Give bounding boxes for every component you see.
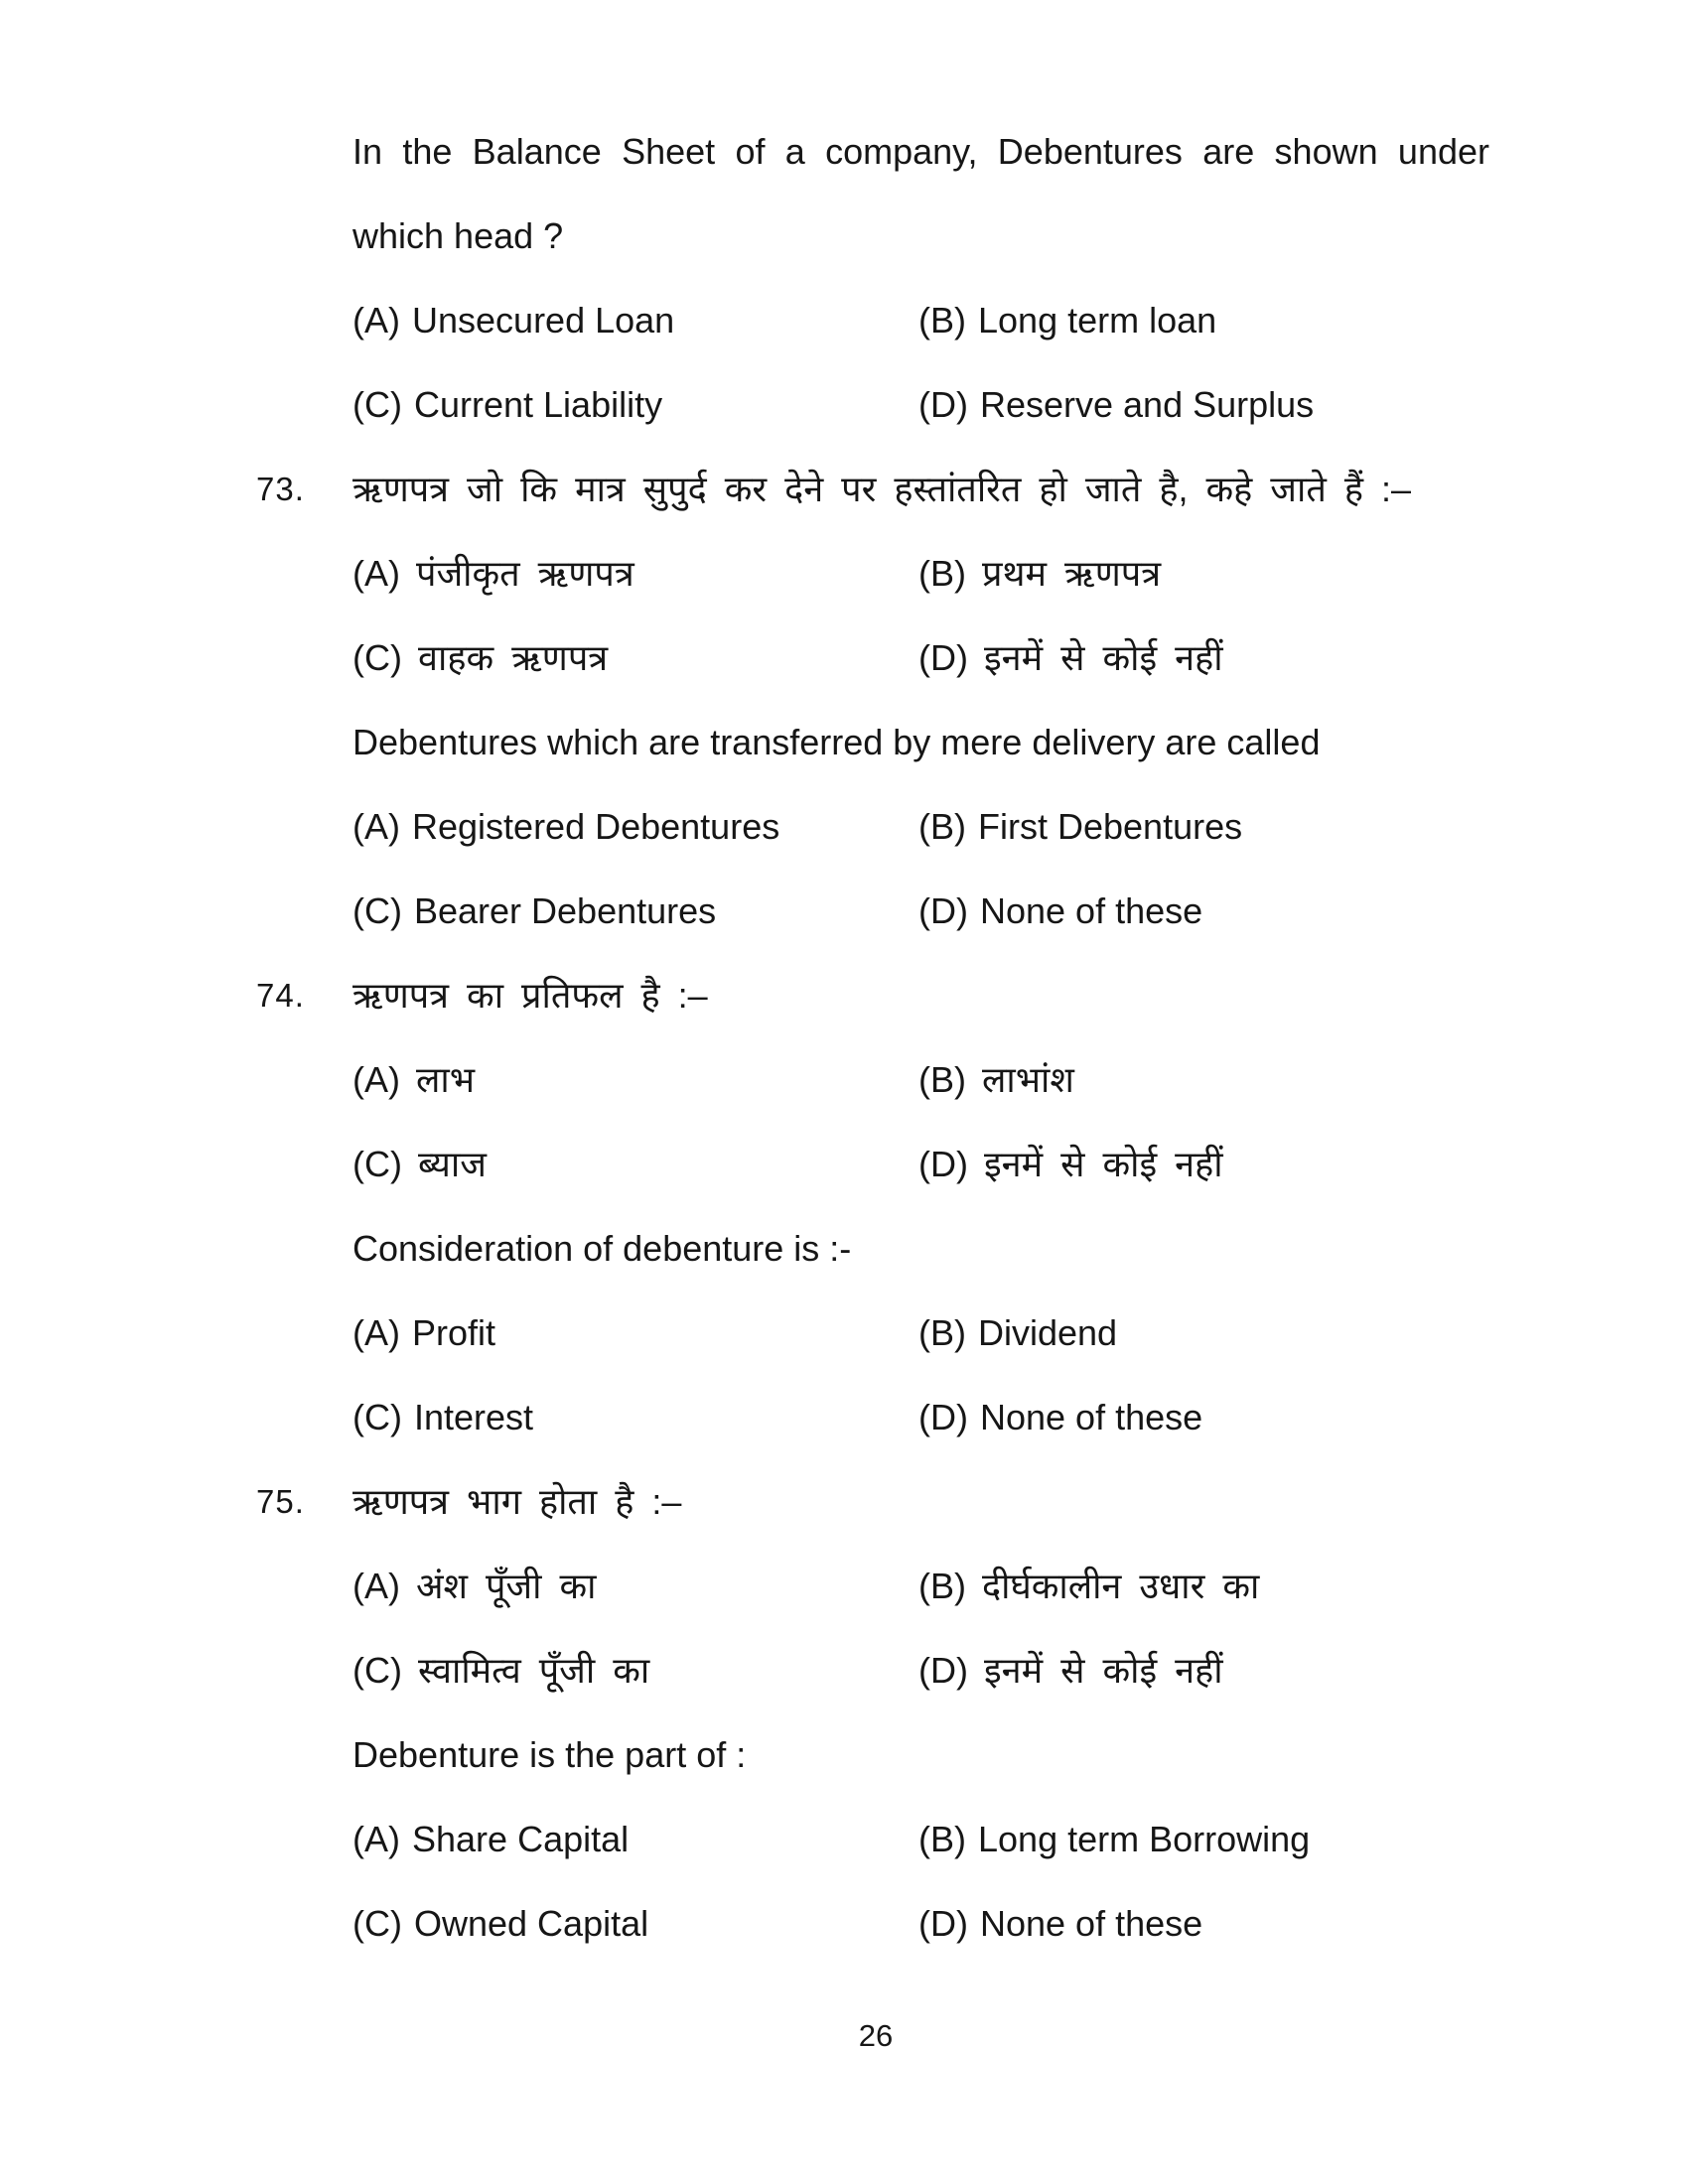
- option-label: (A): [352, 1566, 400, 1606]
- page-content: [256, 109, 1489, 1966]
- page-number: 26: [858, 2018, 894, 2053]
- option-b: [918, 1797, 1489, 1881]
- question-text: ऋणपत्र का प्रतिफल है :–: [352, 975, 708, 1016]
- option-text: First Debentures: [978, 806, 1243, 847]
- option-text: लाभ: [416, 1059, 476, 1100]
- question-text: Consideration of debenture is :-: [352, 1228, 852, 1269]
- options-row: [352, 1797, 1489, 1881]
- option-text: None of these: [979, 1397, 1203, 1437]
- option-a: [352, 1037, 918, 1122]
- option-d: [918, 1375, 1489, 1459]
- option-b: [918, 1037, 1489, 1122]
- options-row: [352, 784, 1489, 869]
- option-c: [352, 1375, 918, 1459]
- option-b: [918, 1544, 1489, 1628]
- question-text: Debentures which are transferred by mere delivery are called: [352, 722, 1321, 762]
- option-label: (C): [352, 1903, 402, 1944]
- option-a: [352, 1797, 918, 1881]
- question-block-75-english: [352, 1712, 1489, 1966]
- option-label: (B): [918, 1059, 966, 1100]
- option-text: प्रथम ऋणपत्र: [982, 553, 1162, 594]
- option-b: [918, 278, 1489, 362]
- question-block-73-hindi: [256, 447, 1489, 700]
- option-label: (C): [352, 1397, 402, 1437]
- option-label: (B): [918, 806, 966, 847]
- options-row: [352, 362, 1489, 447]
- question-block-72-english: [352, 109, 1489, 447]
- option-a: [352, 784, 918, 869]
- option-text: Owned Capital: [413, 1903, 649, 1944]
- option-text: Profit: [412, 1312, 496, 1353]
- option-label: (B): [918, 1566, 966, 1606]
- options-row: [352, 1628, 1489, 1712]
- options-row: [352, 278, 1489, 362]
- option-label: (A): [352, 1059, 400, 1100]
- option-a: [352, 278, 918, 362]
- question-block-73-english: [352, 700, 1489, 953]
- options-row: [352, 1291, 1489, 1375]
- option-c: [352, 1881, 918, 1966]
- option-d: [918, 615, 1489, 700]
- option-text: लाभांश: [982, 1059, 1074, 1100]
- options-row: [352, 1122, 1489, 1206]
- question-line: [352, 109, 1489, 194]
- options-row: [352, 1037, 1489, 1122]
- question-block-74-english: [352, 1206, 1489, 1459]
- option-text: इनमें से कोई नहीं: [983, 1144, 1223, 1184]
- option-c: [352, 1122, 918, 1206]
- option-label: (D): [918, 890, 968, 931]
- question-text: In the Balance Sheet of a company, Debentures are shown under: [352, 131, 1489, 172]
- option-text: Reserve and Surplus: [979, 384, 1315, 425]
- option-text: Unsecured Loan: [412, 300, 675, 341]
- option-label: (C): [352, 890, 402, 931]
- question-line: [256, 953, 1489, 1037]
- option-text: दीर्घकालीन उधार का: [982, 1566, 1260, 1606]
- option-label: (B): [918, 300, 966, 341]
- option-c: [352, 869, 918, 953]
- question-text: Debenture is the part of :: [352, 1734, 747, 1775]
- option-text: Bearer Debentures: [413, 890, 717, 931]
- option-label: (D): [918, 384, 968, 425]
- question-line: [352, 1206, 1489, 1291]
- options-row: [352, 615, 1489, 700]
- option-label: (B): [918, 553, 966, 594]
- option-text: Interest: [413, 1397, 534, 1437]
- question-line: [352, 1712, 1489, 1797]
- option-text: Long term loan: [978, 300, 1217, 341]
- question-number: 75.: [256, 1483, 305, 1520]
- option-text: Share Capital: [412, 1819, 630, 1859]
- option-label: (C): [352, 1650, 402, 1691]
- option-label: (D): [918, 1650, 968, 1691]
- options-row: [352, 1544, 1489, 1628]
- option-text: स्वामित्व पूँजी का: [417, 1650, 650, 1691]
- option-text: None of these: [979, 1903, 1203, 1944]
- option-b: [918, 784, 1489, 869]
- option-a: [352, 1544, 918, 1628]
- option-text: Registered Debentures: [412, 806, 780, 847]
- option-text: Long term Borrowing: [978, 1819, 1311, 1859]
- question-line: [256, 1459, 1489, 1544]
- option-text: इनमें से कोई नहीं: [983, 637, 1223, 678]
- option-text: इनमें से कोई नहीं: [983, 1650, 1223, 1691]
- question-number: 74.: [256, 977, 305, 1014]
- option-label: (B): [918, 1819, 966, 1859]
- option-a: [352, 531, 918, 615]
- option-d: [918, 1628, 1489, 1712]
- option-text: ब्याज: [417, 1144, 487, 1184]
- option-label: (C): [352, 637, 402, 678]
- option-text: None of these: [979, 890, 1203, 931]
- question-line: [256, 447, 1489, 531]
- question-block-75-hindi: [256, 1459, 1489, 1712]
- option-c: [352, 1628, 918, 1712]
- option-label: (D): [918, 1397, 968, 1437]
- option-a: [352, 1291, 918, 1375]
- option-d: [918, 869, 1489, 953]
- question-text: which head ?: [352, 215, 564, 256]
- question-text: ऋणपत्र जो कि मात्र सुपुर्द कर देने पर हस्तांतरित हो जाते है, कहे जाते हैं :–: [352, 469, 1411, 509]
- option-text: वाहक ऋणपत्र: [417, 637, 609, 678]
- option-label: (A): [352, 553, 400, 594]
- option-label: (A): [352, 1312, 400, 1353]
- option-b: [918, 1291, 1489, 1375]
- option-d: [918, 1122, 1489, 1206]
- option-label: (C): [352, 1144, 402, 1184]
- option-label: (D): [918, 1903, 968, 1944]
- option-label: (C): [352, 384, 402, 425]
- option-text: अंश पूँजी का: [416, 1566, 597, 1606]
- option-c: [352, 615, 918, 700]
- option-label: (A): [352, 1819, 400, 1859]
- option-label: (A): [352, 300, 400, 341]
- options-row: [352, 869, 1489, 953]
- question-text: ऋणपत्र भाग होता है :–: [352, 1481, 682, 1522]
- option-c: [352, 362, 918, 447]
- question-line: [352, 700, 1489, 784]
- option-label: (D): [918, 637, 968, 678]
- options-row: [352, 531, 1489, 615]
- option-b: [918, 531, 1489, 615]
- option-d: [918, 1881, 1489, 1966]
- option-label: (B): [918, 1312, 966, 1353]
- option-label: (D): [918, 1144, 968, 1184]
- option-text: पंजीकृत ऋणपत्र: [416, 553, 634, 594]
- option-label: (A): [352, 806, 400, 847]
- option-text: Dividend: [978, 1312, 1118, 1353]
- question-number: 73.: [256, 471, 305, 507]
- options-row: [352, 1881, 1489, 1966]
- option-d: [918, 362, 1489, 447]
- option-text: Current Liability: [413, 384, 663, 425]
- question-block-74-hindi: [256, 953, 1489, 1206]
- options-row: [352, 1375, 1489, 1459]
